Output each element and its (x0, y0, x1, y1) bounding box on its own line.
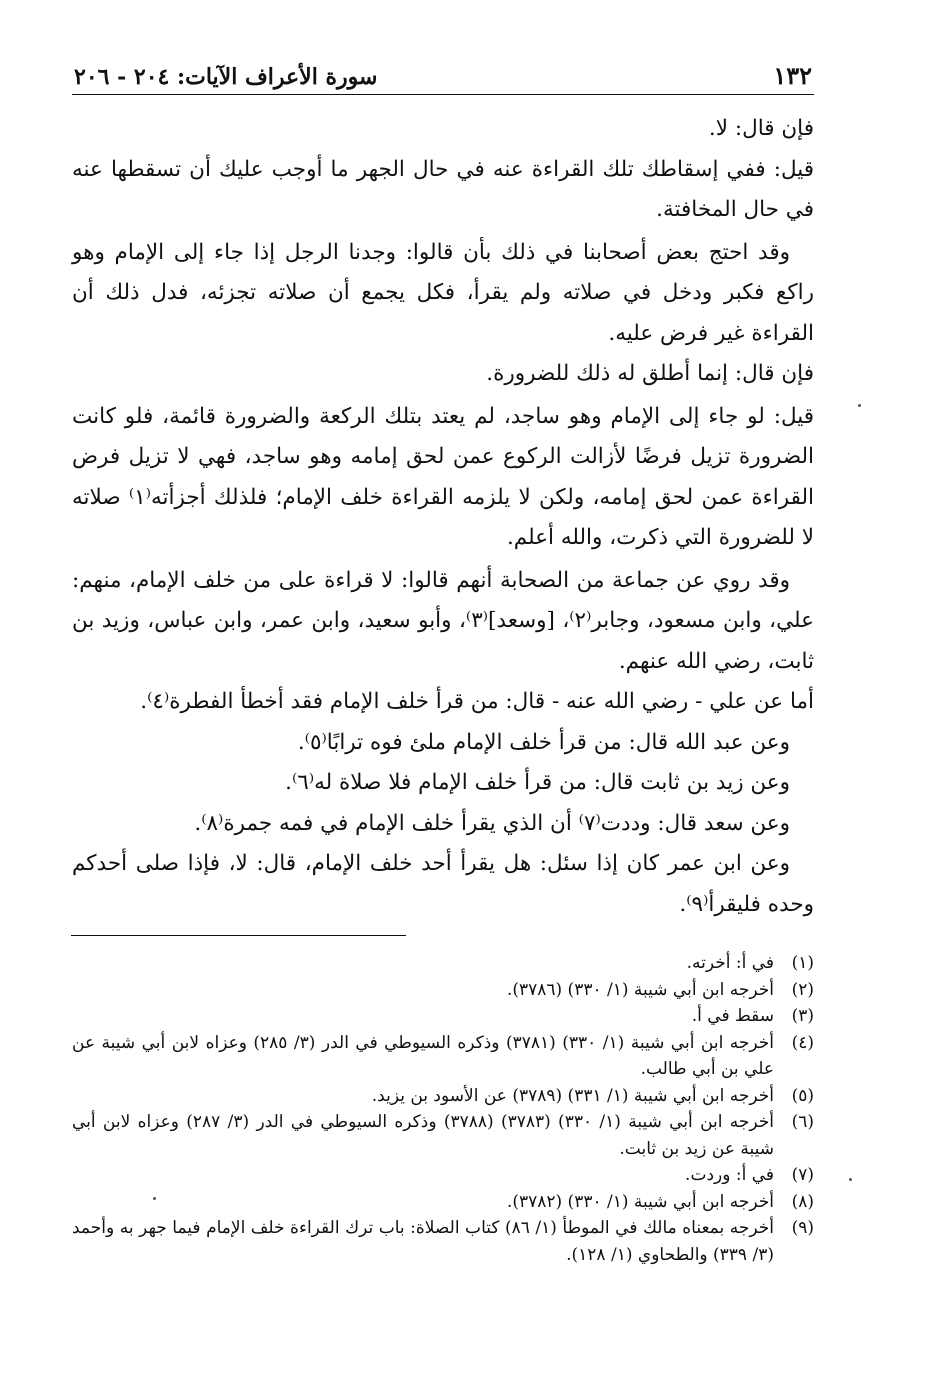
footnote-text: أخرجه ابن أبي شيبة (١/ ٣٣١) (٣٧٨٩) عن الأسود بن يزيد. (371, 1085, 774, 1106)
paragraph: وقد احتج بعض أصحابنا في ذلك بأن قالوا: وجدنا الرجل إذا جاء إلى الإمام وهو راكع فكبر ودخل في صلاته ولم يقرأ، فكل يجمع أن صلاته تجزئه، فدل ذلك أن القراءة غير فرض عليه. (72, 239, 814, 346)
footnote (72, 1109, 814, 1162)
footnote-text: أخرجه ابن أبي شيبة (١/ ٣٣٠) (٣٧٨٣) (٣٧٨٨) وذكره السيوطي في الدر (٣/ ٢٨٧) وعزاه لابن أبي شيبة عن زيد بن ثابت. (72, 1112, 775, 1159)
footnote-number: (٦) (791, 1112, 814, 1132)
footnote-text: في أ: أخرته. (686, 953, 774, 973)
footnote-number: (٧) (791, 1165, 814, 1185)
footnote-text: أخرجه ابن أبي شيبة (١/ ٣٣٠) (٣٧٨١) وذكره السيوطي في الدر (٣/ ٢٨٥) وعزاه لابن أبي شيبة عن علي بن أبي طالب. (72, 1032, 774, 1079)
footnote (72, 1215, 814, 1268)
footnotes (72, 950, 814, 1268)
footnote (72, 1083, 814, 1110)
page-number: ١٣٢ (773, 61, 812, 90)
footnote-number: (٩) (791, 1218, 814, 1238)
footnote-number: (٥) (791, 1085, 814, 1106)
footnote (72, 1003, 814, 1030)
paragraph: وعن ابن عمر كان إذا سئل: هل يقرأ أحد خلف الإمام، قال: لا، فإذا صلى أحدكم وحده فليقرأ⁽٩⁾. (72, 851, 814, 917)
footnote-number: (٨) (791, 1191, 814, 1212)
footnote-text: في أ: وردت. (685, 1165, 774, 1185)
scan-speck (858, 404, 861, 407)
main-text (72, 109, 814, 925)
footnote-separator (71, 935, 406, 936)
paragraph: أما عن علي - رضي الله عنه - قال: من قرأ خلف الإمام فقد أخطأ الفطرة⁽٤⁾. (140, 689, 814, 714)
paragraph: قيل: ففي إسقاطك تلك القراءة عنه في حال الجهر ما أوجب عليك أن تسقطها عنه في حال المخافتة. (72, 156, 814, 222)
paragraph: فإن قال: لا. (708, 116, 814, 141)
book-page (72, 56, 814, 1268)
footnote (72, 1189, 814, 1216)
paragraph: وعن عبد الله قال: من قرأ خلف الإمام ملئ فوه ترابًا⁽٥⁾. (297, 729, 790, 755)
paragraph: فإن قال: إنما أطلق له ذلك للضرورة. (486, 361, 814, 386)
running-header (72, 56, 814, 95)
footnote-text: سقط في أ. (691, 1006, 774, 1026)
footnote-number: (١) (791, 953, 814, 973)
footnote (72, 1030, 814, 1083)
footnote-text: أخرجه بمعناه مالك في الموطأ (١/ ٨٦) كتاب الصلاة: باب ترك القراءة خلف الإمام فيما جهر به وأحمد (٣/ ٣٣٩) والطحاوي (١/ ١٢٨). (72, 1218, 774, 1265)
footnote-number: (٤) (791, 1032, 814, 1053)
footnote-number: (٢) (791, 979, 814, 1000)
paragraph: قيل: لو جاء إلى الإمام وهو ساجد، لم يعتد بتلك الركعة والضرورة قائمة، فلو كانت الضرورة تزيل فرضًا لأزالت الركوع عمن لحق إمامه وهو ساجد، فهي لا تزيل فرض القراءة عمن لحق إمامه، ولكن لا يلزمه القراءة خلف الإمام؛ فلذلك أجزأته⁽١⁾ صلاته لا للضرورة التي ذكرت، والله أعلم. (72, 403, 814, 550)
footnote (72, 977, 814, 1004)
footnote-text: أخرجه ابن أبي شيبة (١/ ٣٣٠) (٣٧٨٢). (506, 1191, 774, 1212)
footnote-number: (٣) (791, 1006, 814, 1026)
paragraph: وقد روي عن جماعة من الصحابة أنهم قالوا: لا قراءة على من خلف الإمام، منهم: علي، وابن مسعود، وجابر⁽٢⁾، [وسعد]⁽٣⁾، وأبو سعيد، وابن عمر، وابن عباس، وزيد بن ثابت، رضي الله عنهم. (72, 567, 814, 674)
paragraph: وعن زيد بن ثابت قال: من قرأ خلف الإمام فلا صلاة له⁽٦⁾. (285, 770, 790, 795)
running-title: سورة الأعراف الآيات: ٢٠٤ - ٢٠٦ (74, 64, 378, 90)
paragraph: وعن سعد قال: وددت⁽٧⁾ أن الذي يقرأ خلف الإمام في فمه جمرة⁽٨⁾. (194, 810, 790, 836)
scan-speck (849, 1178, 852, 1181)
footnote (72, 950, 814, 977)
footnote (72, 1162, 814, 1189)
footnote-text: أخرجه ابن أبي شيبة (١/ ٣٣٠) (٣٧٨٦). (506, 979, 774, 1000)
scan-speck (153, 1197, 156, 1200)
